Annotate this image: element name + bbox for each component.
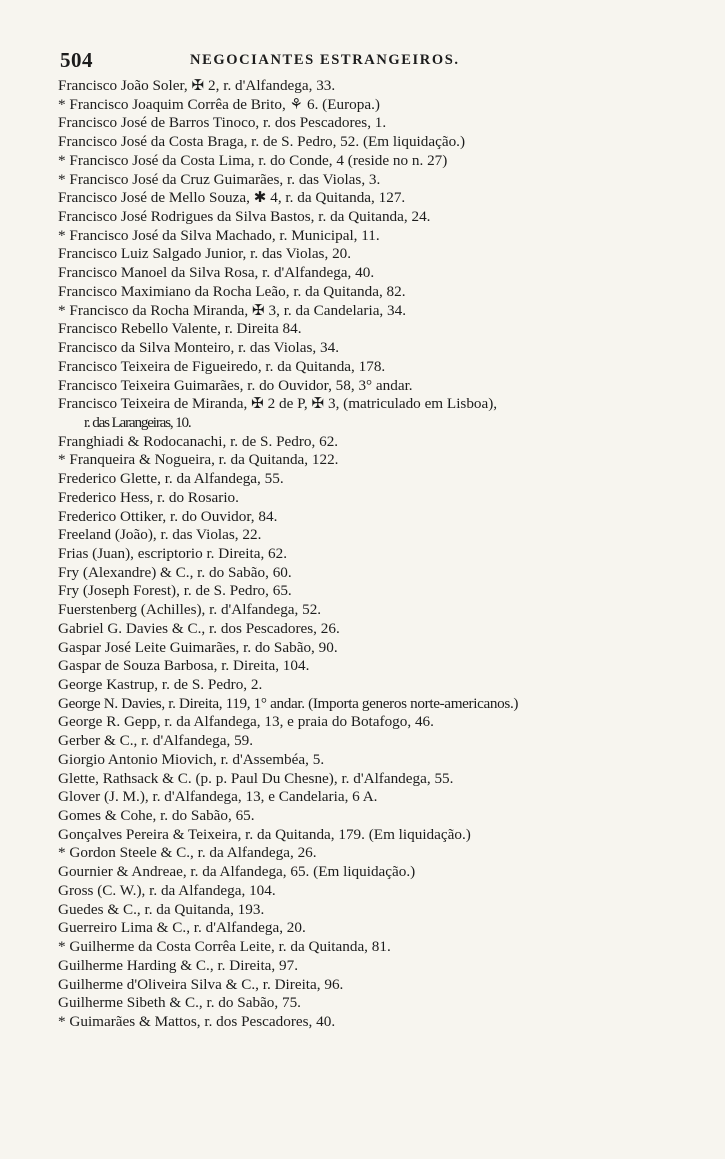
list-item: * Francisco José da Costa Lima, r. do Conde, 4 (reside no n. 27) bbox=[58, 151, 448, 169]
list-item: Francisco Teixeira de Miranda, ✠ 2 de P, ✠ 3, (matriculado em Lisboa), bbox=[58, 395, 498, 413]
list-item: * Franqueira & Nogueira, r. da Quitanda, 122. bbox=[58, 451, 339, 469]
list-item: Francisco da Silva Monteiro, r. das Violas, 34. bbox=[58, 339, 340, 357]
list-item: Gross (C. W.), r. da Alfandega, 104. bbox=[58, 881, 276, 899]
list-item: Francisco José de Barros Tinoco, r. dos Pescadores, 1. bbox=[58, 114, 387, 132]
list-item: Gomes & Cohe, r. do Sabão, 65. bbox=[58, 807, 255, 825]
list-item: Fry (Joseph Forest), r. de S. Pedro, 65. bbox=[58, 582, 292, 600]
list-item: Francisco Manoel da Silva Rosa, r. d'Alfandega, 40. bbox=[58, 264, 375, 282]
list-item: Gonçalves Pereira & Teixeira, r. da Quitanda, 179. (Em liquidação.) bbox=[58, 825, 471, 843]
list-item: Francisco José da Costa Braga, r. de S. Pedro, 52. (Em liquidação.) bbox=[58, 133, 466, 151]
list-item: Guedes & C., r. da Quitanda, 193. bbox=[58, 900, 265, 918]
list-item: Frias (Juan), escriptorio r. Direita, 62. bbox=[58, 544, 288, 562]
list-item: Guilherme Harding & C., r. Direita, 97. bbox=[58, 956, 298, 974]
list-item: * Gordon Steele & C., r. da Alfandega, 26. bbox=[58, 844, 317, 862]
list-item: Glover (J. M.), r. d'Alfandega, 13, e Candelaria, 6 A. bbox=[58, 788, 378, 806]
running-head: NEGOCIANTES ESTRANGEIROS. bbox=[190, 52, 460, 68]
page-number: 504 bbox=[60, 48, 93, 72]
list-item: Guilherme d'Oliveira Silva & C., r. Direita, 96. bbox=[58, 975, 344, 993]
list-item: Francisco Maximiano da Rocha Leão, r. da Quitanda, 82. bbox=[58, 282, 406, 300]
list-item: George R. Gepp, r. da Alfandega, 13, e praia do Botafogo, 46. bbox=[58, 713, 434, 731]
list-item: George N. Davies, r. Direita, 119, 1° andar. (Importa generos norte-americanos.) bbox=[58, 694, 519, 712]
list-item: Frederico Ottiker, r. do Ouvidor, 84. bbox=[58, 507, 278, 525]
list-item: Franghiadi & Rodocanachi, r. de S. Pedro, 62. bbox=[58, 432, 339, 450]
list-item: Guilherme Sibeth & C., r. do Sabão, 75. bbox=[58, 994, 301, 1012]
list-item: Freeland (João), r. das Violas, 22. bbox=[58, 526, 262, 544]
list-item: Gaspar de Souza Barbosa, r. Direita, 104. bbox=[58, 657, 310, 675]
list-item: Giorgio Antonio Miovich, r. d'Assembéa, 5. bbox=[58, 750, 325, 768]
list-item: Frederico Hess, r. do Rosario. bbox=[58, 488, 239, 506]
list-item: * Francisco da Rocha Miranda, ✠ 3, r. da Candelaria, 34. bbox=[58, 301, 407, 319]
list-item: Francisco Teixeira Guimarães, r. do Ouvidor, 58, 3° andar. bbox=[58, 376, 413, 394]
list-item: Francisco José Rodrigues da Silva Bastos, r. da Quitanda, 24. bbox=[58, 208, 431, 226]
list-item: Glette, Rathsack & C. (p. p. Paul Du Chesne), r. d'Alfandega, 55. bbox=[58, 769, 454, 787]
list-item: Gabriel G. Davies & C., r. dos Pescadores, 26. bbox=[58, 619, 340, 637]
list-item: * Francisco Joaquim Corrêa de Brito, ⚘ 6. (Europa.) bbox=[58, 95, 380, 113]
list-item: * Francisco José da Cruz Guimarães, r. das Violas, 3. bbox=[58, 170, 381, 188]
list-item-continuation: r. das Larangeiras, 10. bbox=[84, 413, 191, 431]
list-item: Fuerstenberg (Achilles), r. d'Alfandega, 52. bbox=[58, 601, 322, 619]
merchant-list bbox=[58, 77, 688, 1032]
list-item: Francisco Teixeira de Figueiredo, r. da Quitanda, 178. bbox=[58, 357, 386, 375]
list-item: Frederico Glette, r. da Alfandega, 55. bbox=[58, 470, 284, 488]
page-header bbox=[60, 48, 670, 74]
list-item: Gerber & C., r. d'Alfandega, 59. bbox=[58, 732, 254, 750]
list-item: George Kastrup, r. de S. Pedro, 2. bbox=[58, 676, 263, 693]
list-item: Guerreiro Lima & C., r. d'Alfandega, 20. bbox=[58, 919, 306, 937]
list-item: * Guilherme da Costa Corrêa Leite, r. da Quitanda, 81. bbox=[58, 938, 391, 956]
list-item: Gaspar José Leite Guimarães, r. do Sabão, 90. bbox=[58, 638, 338, 656]
list-item: Francisco Rebello Valente, r. Direita 84. bbox=[58, 320, 302, 338]
list-item: Francisco José de Mello Souza, ✱ 4, r. da Quitanda, 127. bbox=[58, 189, 406, 207]
list-item: Gournier & Andreae, r. da Alfandega, 65. (Em liquidação.) bbox=[58, 863, 416, 881]
list-item: * Guimarães & Mattos, r. dos Pescadores, 40. bbox=[58, 1012, 336, 1030]
list-item: Francisco João Soler, ✠ 2, r. d'Alfandega, 33. bbox=[58, 77, 336, 94]
list-item: Fry (Alexandre) & C., r. do Sabão, 60. bbox=[58, 563, 292, 581]
list-item: * Francisco José da Silva Machado, r. Municipal, 11. bbox=[58, 226, 380, 244]
list-item: Francisco Luiz Salgado Junior, r. das Violas, 20. bbox=[58, 245, 352, 263]
